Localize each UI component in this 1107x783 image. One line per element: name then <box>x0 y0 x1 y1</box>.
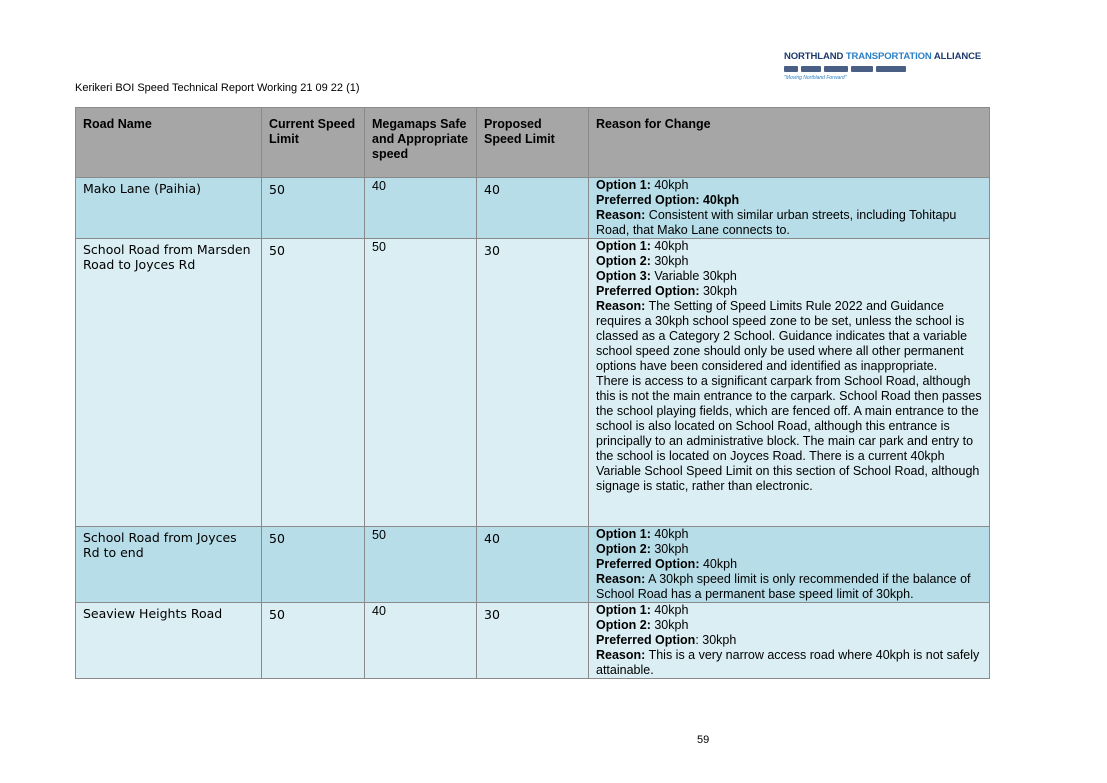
logo-title-part3: ALLIANCE <box>933 51 982 62</box>
reason-line <box>596 178 982 193</box>
partner-logo-icon <box>784 66 798 72</box>
proposed-speed-cell: 30 <box>477 239 589 527</box>
header-road-name: Road Name <box>76 108 262 178</box>
table-row <box>76 603 990 679</box>
reason-line <box>596 208 982 238</box>
megamaps-speed-cell: 40 <box>365 178 477 239</box>
reason-cell <box>589 527 990 603</box>
reason-line <box>596 618 982 633</box>
partner-logos <box>784 64 952 73</box>
page-number: 59 <box>697 734 710 746</box>
reason-line <box>596 239 982 254</box>
reason-line <box>596 542 982 557</box>
current-speed-cell: 50 <box>262 527 365 603</box>
reason-label: Preferred Option: <box>596 557 700 571</box>
proposed-speed-cell: 40 <box>477 527 589 603</box>
partner-logo-icon <box>824 66 848 72</box>
reason-label: Reason: <box>596 572 646 586</box>
reason-label: Reason: <box>596 299 646 313</box>
road-name-cell: Mako Lane (Paihia) <box>76 178 262 239</box>
current-speed-cell: 50 <box>262 178 365 239</box>
road-name-cell: School Road from Marsden Road to Joyces Rd <box>76 239 262 527</box>
speed-limit-table <box>75 107 990 679</box>
partner-logo-icon <box>851 66 873 72</box>
reason-label: Option 2: <box>596 618 651 632</box>
reason-line <box>596 299 982 374</box>
reason-line <box>596 648 982 678</box>
reason-text: 30kph <box>650 542 689 556</box>
megamaps-speed-cell: 40 <box>365 603 477 679</box>
reason-label: Option 1: <box>596 527 651 541</box>
logo-title <box>784 51 982 62</box>
reason-line <box>596 633 982 648</box>
reason-label: Reason: <box>596 208 646 222</box>
reason-label: Option 2: <box>596 254 651 268</box>
road-name-cell: School Road from Joyces Rd to end <box>76 527 262 603</box>
reason-text: 40kph <box>650 527 689 541</box>
reason-line <box>596 557 982 572</box>
reason-text: There is access to a significant carpark from School Road, although this is not the main entrance to the carpark. School Road then passes the school playing fields, which are fenced off. A main entrance to the school is also located on School Road, although this entrance is principally to an administrative block. The main car park and entry to the school is located on Joyces Road. There is a current 40kph Variable School Speed Limit on this section of School Road, although signage is static, rather than electronic. <box>596 374 982 493</box>
megamaps-speed-cell: 50 <box>365 527 477 603</box>
reason-line <box>596 284 982 299</box>
alliance-logo <box>784 51 982 83</box>
logo-title-part2: TRANSPORTATION <box>845 51 932 62</box>
current-speed-cell: 50 <box>262 239 365 527</box>
reason-label: Preferred Option: 40kph <box>596 193 740 207</box>
proposed-speed-cell: 30 <box>477 603 589 679</box>
header-megamaps-speed: Megamaps Safe and Appropriate speed <box>365 108 477 178</box>
megamaps-speed-cell: 50 <box>365 239 477 527</box>
header-proposed-speed-limit: Proposed Speed Limit <box>477 108 589 178</box>
reason-line <box>596 193 982 208</box>
reason-text: 30kph <box>650 618 689 632</box>
reason-label: Preferred Option <box>596 633 696 647</box>
reason-text: A 30kph speed limit is only recommended if the balance of School Road has a permanent base speed limit of 30kph. <box>596 572 971 601</box>
reason-text: 40kph <box>650 178 689 192</box>
reason-label: Reason: <box>596 648 646 662</box>
reason-text: Consistent with similar urban streets, including Tohitapu Road, that Mako Lane connects to. <box>596 208 957 237</box>
reason-cell <box>589 178 990 239</box>
table-row <box>76 239 990 527</box>
reason-text: The Setting of Speed Limits Rule 2022 and Guidance requires a 30kph school speed zone to be set, unless the school is classed as a Category 2 School. Guidance indicates that a variable school speed zone should only be used where all other permanent options have been considered and identified as inappropriate. <box>596 299 968 373</box>
reason-cell <box>589 603 990 679</box>
reason-cell <box>589 239 990 527</box>
reason-line <box>596 254 982 269</box>
document-title: Kerikeri BOI Speed Technical Report Working 21 09 22 (1) <box>75 82 360 94</box>
reason-label: Preferred Option: <box>596 284 700 298</box>
reason-text: 30kph <box>650 254 689 268</box>
current-speed-cell: 50 <box>262 603 365 679</box>
reason-label: Option 1: <box>596 178 651 192</box>
reason-label: Option 1: <box>596 603 651 617</box>
reason-label: Option 3: <box>596 269 651 283</box>
reason-text: 30kph <box>699 284 738 298</box>
table-row <box>76 178 990 239</box>
header-current-speed-limit: Current Speed Limit <box>262 108 365 178</box>
reason-label: Option 1: <box>596 239 651 253</box>
reason-line <box>596 527 982 542</box>
logo-title-part1: NORTHLAND <box>784 51 844 62</box>
reason-line <box>596 603 982 618</box>
proposed-speed-cell: 40 <box>477 178 589 239</box>
header-reason-for-change: Reason for Change <box>589 108 990 178</box>
road-name-cell: Seaview Heights Road <box>76 603 262 679</box>
reason-text: 40kph <box>650 603 689 617</box>
partner-logo-icon <box>801 66 821 72</box>
reason-text: : 30kph <box>695 633 737 647</box>
reason-text: This is a very narrow access road where 40kph is not safely attainable. <box>596 648 980 677</box>
reason-line <box>596 374 982 494</box>
table-header-row <box>76 108 990 178</box>
reason-text: 40kph <box>699 557 738 571</box>
reason-label: Option 2: <box>596 542 651 556</box>
reason-text: Variable 30kph <box>650 269 737 283</box>
logo-tagline: "Moving Northland Forward" <box>784 75 847 81</box>
partner-logo-icon <box>876 66 906 72</box>
reason-text: 40kph <box>650 239 689 253</box>
table-row <box>76 527 990 603</box>
reason-line <box>596 572 982 602</box>
reason-line <box>596 269 982 284</box>
